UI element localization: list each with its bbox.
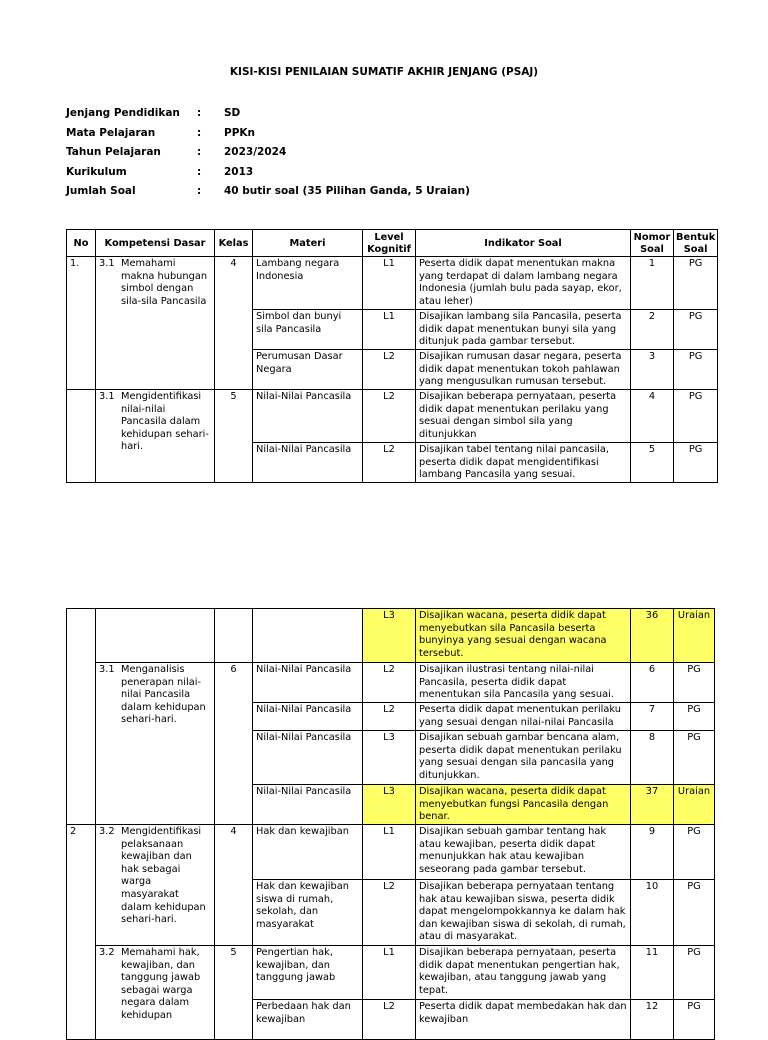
indikator-cell: Disajikan rumusan dasar negara, peserta didik dapat menentukan tokoh pahlawan yang mengusulkan rumusan tersebut. <box>416 350 631 390</box>
info-row <box>66 127 470 147</box>
kd-number: 3.2 <box>99 947 115 958</box>
bentuk-cell: PG <box>674 350 718 390</box>
kd-text: Mengidentifikasi pelaksanaan kewajiban dan hak sebagai warga masyarakat dalam kehidupan sehari-hari. <box>121 826 206 926</box>
nomor-cell: 5 <box>631 443 674 483</box>
info-key: Kurikulum <box>66 165 127 178</box>
indikator-cell: Disajikan sebuah gambar bencana alam, peserta didik dapat menentukan perilaku yang sesuai dengan sila pancasila yang ditunjukkan. <box>416 731 631 785</box>
header-indikator-soal: Indikator Soal <box>416 230 631 257</box>
kd-text: Menganalisis penerapan nilai-nilai Pancasila dalam kehidupan sehari-hari. <box>121 664 206 726</box>
header-kompetensi-dasar: Kompetensi Dasar <box>96 230 215 257</box>
kd-number: 3.1 <box>99 258 115 269</box>
level-cell: L1 <box>363 825 416 880</box>
info-key: Tahun Pelajaran <box>66 146 161 158</box>
materi-cell: Nilai-Nilai Pancasila <box>253 785 363 825</box>
nomor-cell: 37 <box>631 785 674 825</box>
indikator-cell: Disajikan sebuah gambar tentang hak atau kewajiban, peserta didik dapat menunjukkan hak atau kewajiban seseorang pada gambar tersebut. <box>416 825 631 880</box>
bentuk-cell: PG <box>674 703 715 731</box>
info-row <box>66 107 470 127</box>
level-cell: L1 <box>363 257 416 310</box>
info-row <box>66 146 470 166</box>
table-row <box>67 609 715 663</box>
info-colon: : <box>197 146 202 158</box>
bentuk-cell: PG <box>674 257 718 310</box>
header-level-kognitif: Level Kognitif <box>363 230 416 257</box>
kompetensi-dasar-cell <box>96 609 215 663</box>
level-cell: L3 <box>363 785 416 825</box>
bentuk-cell: PG <box>674 310 718 350</box>
header-no: No <box>67 230 96 257</box>
level-cell: L1 <box>363 310 416 350</box>
table-row <box>67 663 715 703</box>
materi-cell: Perumusan Dasar Negara <box>253 350 363 390</box>
materi-cell: Simbol dan bunyi sila Pancasila <box>253 310 363 350</box>
header-nomor-soal: Nomor Soal <box>631 230 674 257</box>
row-number: 1. <box>67 257 96 390</box>
materi-cell: Pengertian hak, kewajiban, dan tanggung jawab <box>253 946 363 1000</box>
info-key: Jumlah Soal <box>66 185 136 197</box>
kompetensi-dasar-cell <box>96 825 215 946</box>
row-number <box>67 609 96 825</box>
info-key: Mata Pelajaran <box>66 126 156 139</box>
info-colon: : <box>197 185 202 197</box>
nomor-cell: 11 <box>631 946 674 1000</box>
header-kelas: Kelas <box>215 230 253 257</box>
bentuk-cell: PG <box>674 731 715 785</box>
nomor-cell: 4 <box>631 390 674 443</box>
table-row <box>67 946 715 1000</box>
table-row <box>67 390 718 443</box>
kd-text: Mengidentifikasi nilai-nilai Pancasila dalam kehidupan sehari-hari. <box>121 391 209 453</box>
kd-text: Memahami hak, kewajiban, dan tanggung jawab sebagai warga negara dalam kehidupan <box>121 947 201 1021</box>
materi-cell: Nilai-Nilai Pancasila <box>253 703 363 731</box>
info-colon: : <box>197 126 202 139</box>
bentuk-cell: PG <box>674 946 715 1000</box>
nomor-cell: 36 <box>631 609 674 663</box>
info-value: PPKn <box>224 126 256 139</box>
level-cell: L2 <box>363 663 416 703</box>
indikator-cell: Disajikan beberapa pernyataan, peserta didik dapat menentukan pengertian hak, kewajiban, atau tanggung jawab yang tepat. <box>416 946 631 1000</box>
nomor-cell: 7 <box>631 703 674 731</box>
kelas-cell: 4 <box>215 257 253 390</box>
kompetensi-dasar-cell <box>96 390 215 483</box>
nomor-cell: 12 <box>631 1000 674 1040</box>
kelas-cell: 5 <box>215 946 253 1040</box>
info-colon: : <box>197 107 202 119</box>
bentuk-cell: PG <box>674 663 715 703</box>
table-header-row <box>67 230 718 257</box>
nomor-cell: 9 <box>631 825 674 880</box>
bentuk-cell: PG <box>674 880 715 946</box>
level-cell: L2 <box>363 443 416 483</box>
materi-cell: Lambang negara Indonesia <box>253 257 363 310</box>
materi-cell: Nilai-Nilai Pancasila <box>253 390 363 443</box>
level-cell: L1 <box>363 946 416 1000</box>
row-number <box>67 390 96 483</box>
nomor-cell: 3 <box>631 350 674 390</box>
kelas-cell: 5 <box>215 390 253 483</box>
kd-text: Memahami makna hubungan simbol dengan sila-sila Pancasila <box>121 258 208 307</box>
nomor-cell: 6 <box>631 663 674 703</box>
indikator-cell: Disajikan tabel tentang nilai pancasila, peserta didik dapat mengidentifikasi lambang Pancasila yang sesuai. <box>416 443 631 483</box>
indikator-cell: Disajikan ilustrasi tentang nilai-nilai Pancasila, peserta didik dapat menentukan sila Pancasila yang sesuai. <box>416 663 631 703</box>
kelas-cell: 4 <box>215 825 253 946</box>
kelas-cell <box>215 609 253 663</box>
info-value: SD <box>224 107 241 119</box>
kelas-cell: 6 <box>215 663 253 825</box>
kd-number: 3.1 <box>99 391 115 402</box>
materi-cell: Nilai-Nilai Pancasila <box>253 663 363 703</box>
level-cell: L2 <box>363 880 416 946</box>
bentuk-cell: PG <box>674 1000 715 1040</box>
kompetensi-dasar-cell <box>96 946 215 1040</box>
level-cell: L2 <box>363 390 416 443</box>
level-cell: L2 <box>363 703 416 731</box>
materi-cell: Hak dan kewajiban siswa di rumah, sekolah, dan masyarakat <box>253 880 363 946</box>
nomor-cell: 1 <box>631 257 674 310</box>
bentuk-cell: Uraian <box>674 785 715 825</box>
materi-cell: Nilai-Nilai Pancasila <box>253 731 363 785</box>
info-row <box>66 185 470 205</box>
kompetensi-dasar-cell <box>96 663 215 825</box>
table-row <box>67 825 715 880</box>
indikator-cell: Disajikan beberapa pernyataan tentang hak atau kewajiban siswa, peserta didik dapat mengelompokkannya ke dalam hak dan kewajiban siswa di sekolah, di rumah, atau di masyarakat. <box>416 880 631 946</box>
info-row <box>66 166 470 186</box>
nomor-cell: 8 <box>631 731 674 785</box>
materi-cell <box>253 609 363 663</box>
nomor-cell: 10 <box>631 880 674 946</box>
bentuk-cell: Uraian <box>674 609 715 663</box>
info-value: 40 butir soal (35 Pilihan Ganda, 5 Uraian) <box>224 185 470 197</box>
header-bentuk-soal: Bentuk Soal <box>674 230 718 257</box>
kd-number: 3.1 <box>99 664 115 675</box>
kd-number: 3.2 <box>99 826 115 837</box>
indikator-cell: Disajikan lambang sila Pancasila, peserta didik dapat menentukan bunyi sila yang ditunjuk pada gambar tersebut. <box>416 310 631 350</box>
row-number: 2 <box>67 825 96 1040</box>
document-title: KISI-KISI PENILAIAN SUMATIF AKHIR JENJANG (PSAJ) <box>229 66 539 78</box>
indikator-cell: Disajikan beberapa pernyataan, peserta didik dapat menentukan perilaku yang sesuai dengan simbol sila yang ditunjukkan <box>416 390 631 443</box>
bentuk-cell: PG <box>674 443 718 483</box>
indikator-cell: Disajikan wacana, peserta didik dapat menyebutkan sila Pancasila beserta bunyinya yang sesuai dengan wacana tersebut. <box>416 609 631 663</box>
level-cell: L2 <box>363 1000 416 1040</box>
table-row <box>67 257 718 310</box>
level-cell: L2 <box>363 350 416 390</box>
bentuk-cell: PG <box>674 390 718 443</box>
info-value: 2023/2024 <box>224 146 287 158</box>
materi-cell: Perbedaan hak dan kewajiban <box>253 1000 363 1040</box>
level-cell: L3 <box>363 609 416 663</box>
materi-cell: Hak dan kewajiban <box>253 825 363 880</box>
indikator-cell: Peserta didik dapat menentukan perilaku yang sesuai dengan nilai-nilai Pancasila <box>416 703 631 731</box>
indikator-cell: Peserta didik dapat menentukan makna yang terdapat di dalam lambang negara Indonesia (jumlah bulu pada sayap, ekor, atau leher) <box>416 257 631 310</box>
kompetensi-dasar-cell <box>96 257 215 390</box>
info-block <box>66 107 470 205</box>
nomor-cell: 2 <box>631 310 674 350</box>
info-colon: : <box>197 165 202 178</box>
info-value: 2013 <box>224 165 254 178</box>
level-cell: L3 <box>363 731 416 785</box>
indikator-cell: Peserta didik dapat membedakan hak dan kewajiban <box>416 1000 631 1040</box>
header-materi: Materi <box>253 230 363 257</box>
materi-cell: Nilai-Nilai Pancasila <box>253 443 363 483</box>
bentuk-cell: PG <box>674 825 715 880</box>
kisi-table-1 <box>66 229 718 483</box>
indikator-cell: Disajikan wacana, peserta didik dapat menyebutkan fungsi Pancasila dengan benar. <box>416 785 631 825</box>
kisi-table-2 <box>66 608 715 1040</box>
info-key: Jenjang Pendidikan <box>66 107 180 119</box>
